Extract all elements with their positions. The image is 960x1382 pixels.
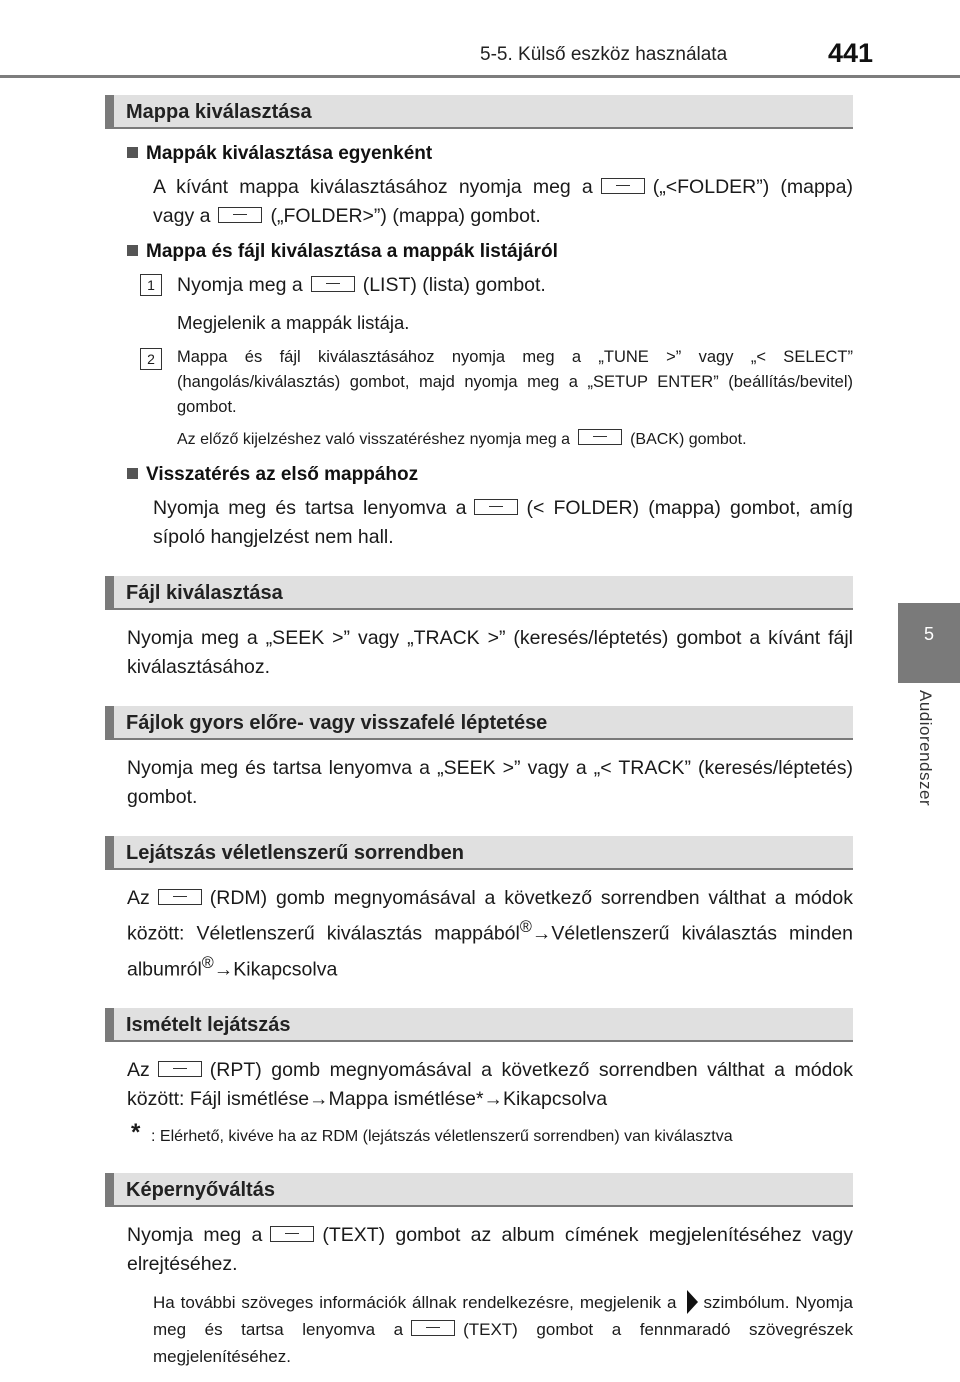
paragraph: Az (RDM) gomb megnyomásával a következő sorrendben válthat a módok között: Véletlenszerű kiválasztás mappából®→Véletlenszerű kiválasztás minden albumról®→Kikapcsolva — [127, 887, 853, 980]
section-heading-random-play: Lejátszás véletlenszerű sorrendben — [105, 836, 853, 870]
step-1-note: Megjelenik a mappák listája. — [177, 312, 410, 333]
bullet-square-icon — [127, 147, 138, 158]
step-number: 1 — [140, 274, 162, 296]
button-symbol-icon — [311, 276, 355, 292]
paragraph: Az (RPT) gomb megnyomásával a következő sorrendben válthat a módok között: Fájl ismétlése→Mappa ismétlése*→Kikapcsolva — [127, 1059, 853, 1110]
step-2: 2 Mappa és fájl kiválasztásához nyomja meg a „TUNE >” vagy „< SELECT” (hangolás/kiválasztás) gombot, majd nyomja meg a „SETUP ENTER” (beállítás/bevitel) gombot. — [177, 345, 853, 420]
section-heading-fast-forward: Fájlok gyors előre- vagy visszafelé léptetése — [105, 706, 853, 740]
paragraph: Nyomja meg és tartsa lenyomva a (< FOLDER) (mappa) gombot, amíg sípoló hangjelzést nem hall. — [153, 497, 853, 548]
button-symbol-icon — [270, 1226, 314, 1242]
paragraph: Nyomja meg a (TEXT) gombot az album címének megjelenítéséhez vagy elrejtéséhez. — [127, 1224, 854, 1275]
section-heading-repeat-play: Ismételt lejátszás — [105, 1008, 853, 1042]
subheading-return-first-folder: Visszatérés az első mappához — [127, 464, 853, 486]
page-header — [0, 0, 960, 80]
section-heading-screen-switch: Képernyőváltás — [105, 1173, 853, 1207]
button-symbol-icon — [158, 889, 202, 905]
paragraph: Nyomja meg a „SEEK >” vagy „TRACK >” (keresés/léptetés) gombot a kívánt fájl kiválasztásához. — [127, 627, 853, 678]
paragraph: Nyomja meg és tartsa lenyomva a „SEEK >” vagy a „< TRACK” (keresés/léptetés) gombot. — [127, 757, 853, 808]
section-heading-folder-select: Mappa kiválasztása — [105, 95, 853, 129]
section-heading-file-select: Fájl kiválasztása — [105, 576, 853, 610]
button-symbol-icon — [411, 1320, 455, 1336]
button-symbol-icon — [578, 429, 622, 445]
more-text-arrow-icon — [687, 1290, 698, 1314]
subheading-folders-one-by-one: Mappák kiválasztása egyenként — [127, 143, 853, 165]
back-note: Az előző kijelzéshez való visszatéréshez nyomja meg a (BACK) gombot. — [177, 431, 747, 448]
chapter-tab-number: 5 — [923, 624, 934, 644]
header-divider — [0, 75, 960, 78]
page-number: 441 — [828, 38, 874, 68]
step-1: 1 Nyomja meg a (LIST) (lista) gombot. — [177, 271, 853, 300]
button-symbol-icon — [218, 207, 262, 223]
button-symbol-icon — [474, 499, 518, 515]
text-note: Ha további szöveges információk állnak rendelkezésre, megjelenik a szimbólum. Nyomja meg és tartsa lenyomva a (TEXT) gombot a fennmaradó szövegrészek megjelenítéséhez. — [153, 1289, 853, 1370]
button-symbol-icon — [158, 1061, 202, 1077]
bullet-square-icon — [127, 245, 138, 256]
page-content — [105, 95, 853, 1382]
footnote: * : Elérhető, kivéve ha az RDM (lejátszás véletlenszerű sorrendben) van kiválasztva — [131, 1119, 733, 1146]
subheading-folder-list: Mappa és fájl kiválasztása a mappák listájáról — [127, 241, 853, 263]
chapter-tab-label: Audiorendszer — [916, 690, 935, 807]
button-symbol-icon — [601, 178, 645, 194]
bullet-square-icon — [127, 468, 138, 479]
chapter-title: 5-5. Külső eszköz használata — [480, 44, 728, 65]
paragraph: A kívánt mappa kiválasztásához nyomja meg a („<FOLDER”) (mappa) vagy a („FOLDER>”) (mappa) gombot. — [153, 176, 853, 227]
footnote-asterisk: * — [131, 1119, 141, 1146]
step-number: 2 — [140, 348, 162, 370]
